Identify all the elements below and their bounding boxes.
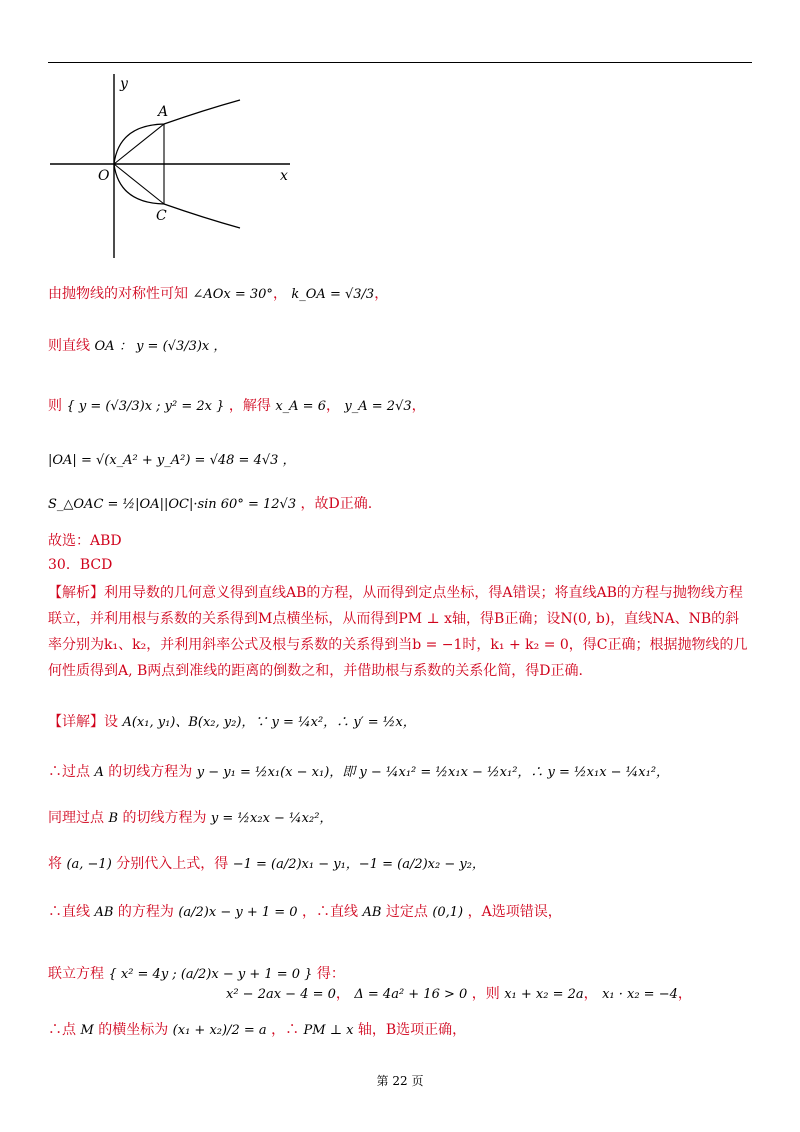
text: ，∴直线 bbox=[302, 904, 358, 920]
segment-oc bbox=[114, 164, 164, 204]
text: 分别代入上式，得 bbox=[116, 856, 229, 872]
math: OA bbox=[94, 339, 115, 354]
line-4 bbox=[48, 450, 296, 471]
line-16 bbox=[48, 902, 562, 923]
math: S_△OAC = ½|OA||OC|·sin 60° = 12√3 bbox=[48, 497, 297, 512]
text: ， bbox=[411, 398, 426, 414]
line-14 bbox=[48, 808, 332, 829]
text: 则直线 bbox=[48, 338, 90, 354]
text: 则 bbox=[48, 398, 62, 414]
line-17 bbox=[48, 964, 345, 985]
text: ，解得 bbox=[228, 398, 271, 414]
line-5 bbox=[48, 494, 372, 515]
text: 将 bbox=[48, 856, 62, 872]
line-12 bbox=[48, 712, 416, 733]
parabola-lower bbox=[114, 164, 240, 228]
line-15 bbox=[48, 854, 485, 875]
text: 【解析】利用导数的几何意义得到直线AB的方程，从而得到定点坐标，得A错误；将直线AB的方程与抛物线方程联立，并利用根与系数的关系得到M点横坐标，从而得到PM ⊥ x轴，得B正确；设N(0, b)，直线NA、NB的斜率分别为k₁、k₂，并利用斜率公式及根与系数的关系得到当b = −1时，k₁ + k₂ = 0，得C正确；根据抛物线的几何性质得到A, B两点到准线的距离的倒数之和，并借助根与系数的关系化简，得D正确. bbox=[48, 585, 748, 679]
math: (a, −1) bbox=[66, 857, 112, 872]
text: 的切线方程为 bbox=[122, 810, 207, 826]
text: 的切线方程为 bbox=[108, 764, 193, 780]
line-13 bbox=[48, 762, 669, 783]
label-a: A bbox=[158, 104, 169, 120]
page-number: 第 22 页 bbox=[376, 1074, 424, 1088]
line-18 bbox=[48, 1020, 466, 1041]
math: x₁ · x₂ = −4 bbox=[602, 987, 678, 1002]
math: x² − 2ax − 4 = 0 bbox=[226, 987, 336, 1002]
line-2 bbox=[48, 336, 226, 357]
text: 得： bbox=[316, 966, 345, 982]
text: ，故D正确. bbox=[300, 496, 373, 512]
text: 的方程为 bbox=[117, 904, 174, 920]
label-x: x bbox=[280, 168, 288, 184]
analysis-paragraph bbox=[48, 580, 752, 684]
parabola-upper bbox=[114, 100, 240, 164]
math: |OA| = √(x_A² + y_A²) = √48 = 4√3 ， bbox=[48, 453, 296, 468]
text: 过定点 bbox=[385, 904, 428, 920]
math: (0,1) bbox=[432, 905, 464, 920]
math: ： y = (√3/3)x ， bbox=[118, 339, 227, 354]
line-7 bbox=[48, 555, 112, 575]
line-17b: x² − 2ax − 4 = 0， Δ = 4a² + 16 > 0 ，则 x₁ + x₂ = 2a， x₁ · x₂ = −4， bbox=[226, 986, 692, 1002]
segment-oa bbox=[114, 124, 164, 164]
math: AB bbox=[94, 905, 114, 920]
text: ∴直线 bbox=[48, 904, 90, 920]
math: { x² = 4y ; (a/2)x − y + 1 = 0 } bbox=[108, 967, 313, 982]
math: Δ = 4a² + 16 > 0 bbox=[354, 987, 468, 1002]
math: AB bbox=[362, 905, 382, 920]
math: PM ⊥ x bbox=[303, 1023, 354, 1038]
math: M bbox=[80, 1023, 94, 1038]
text: ，A选项错误， bbox=[467, 904, 562, 920]
math: A(x₁, y₁)、B(x₂, y₂)，∵ y = ¼x²，∴ y′ = ½x， bbox=[122, 715, 416, 730]
text: ， bbox=[374, 286, 389, 302]
math: y = ½x₂x − ¼x₂²， bbox=[210, 811, 333, 826]
text: ，则 bbox=[471, 986, 500, 1002]
math: { y = (√3/3)x ; y² = 2x } bbox=[66, 399, 225, 414]
label-o: O bbox=[98, 168, 110, 184]
text: 的横坐标为 bbox=[98, 1022, 169, 1038]
math: x₁ + x₂ = 2a bbox=[504, 987, 584, 1002]
math: (a/2)x − y + 1 = 0 bbox=[178, 905, 298, 920]
math: (x₁ + x₂)/2 = a bbox=[172, 1023, 267, 1038]
text: ∴点 bbox=[48, 1022, 76, 1038]
text: 【详解】设 bbox=[48, 714, 118, 730]
text: 轴，B选项正确， bbox=[357, 1022, 467, 1038]
text: 联立方程 bbox=[48, 966, 104, 982]
line-1: 由抛物线的对称性可知 ∠AOx = 30°， k_OA = √3/3， bbox=[48, 286, 389, 302]
text: 同理过点 bbox=[48, 810, 104, 826]
math: A bbox=[94, 765, 104, 780]
parabola-figure bbox=[44, 70, 304, 260]
math: x_A = 6 bbox=[275, 399, 326, 414]
text: ，∴ bbox=[271, 1022, 300, 1038]
top-rule bbox=[48, 62, 752, 63]
label-c: C bbox=[156, 208, 167, 224]
math: B bbox=[108, 811, 119, 826]
text: 30．BCD bbox=[48, 557, 113, 573]
math: −1 = (a/2)x₁ − y₁，−1 = (a/2)x₂ − y₂， bbox=[232, 857, 485, 872]
math: y − y₁ = ½x₁(x − x₁)，即 y − ¼x₁² = ½x₁x − ½x₁²，∴ y = ½x₁x − ¼x₁²， bbox=[196, 765, 670, 780]
math: k_OA = √3/3 bbox=[291, 287, 375, 302]
text: ∴过点 bbox=[48, 764, 90, 780]
label-y: y bbox=[120, 76, 128, 92]
text: 由抛物线的对称性可知 bbox=[48, 286, 188, 302]
text: 故选：ABD bbox=[48, 533, 122, 549]
math: y_A = 2√3 bbox=[344, 399, 412, 414]
line-3: 则 { y = (√3/3)x ; y² = 2x } ，解得 x_A = 6， y_A = 2√3， bbox=[48, 398, 426, 414]
line-6 bbox=[48, 531, 122, 551]
math: ∠AOx = 30° bbox=[192, 287, 273, 302]
